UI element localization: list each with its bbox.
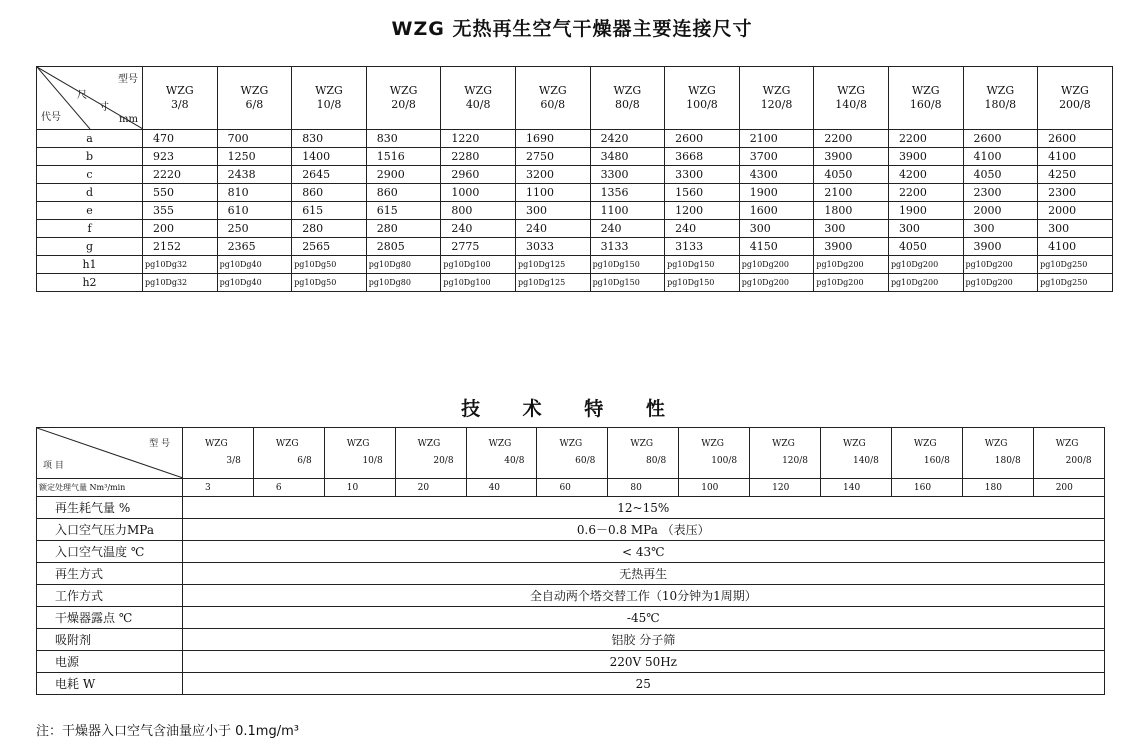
model-brand: WZG: [630, 439, 654, 449]
dimension-value-cell: 3300: [665, 166, 740, 184]
model-size: 160/8: [923, 456, 950, 466]
model-column-header: [537, 428, 608, 479]
dimension-value-cell: 3700: [739, 148, 814, 166]
dimension-value-cell: 2600: [963, 130, 1038, 148]
model-column-header: [891, 428, 962, 479]
dimension-value-cell: 2100: [739, 130, 814, 148]
dimension-value-cell: 2280: [441, 148, 516, 166]
dimension-value-cell: 2420: [590, 130, 665, 148]
dimension-value-cell: pg10Dg80: [366, 256, 441, 274]
spec-row: [37, 607, 1105, 629]
dimension-value-cell: pg10Dg200: [814, 274, 889, 292]
model-column-header: [750, 428, 821, 479]
spec-value-cell: 无热再生: [183, 563, 1105, 585]
dimension-value-cell: pg10Dg50: [292, 274, 367, 292]
dimension-value-cell: 3133: [665, 238, 740, 256]
spec-value-cell: -45℃: [183, 607, 1105, 629]
dimension-value-cell: 1600: [739, 202, 814, 220]
model-column-header: WZG 120/8: [739, 67, 814, 130]
dimension-value-cell: 3900: [814, 148, 889, 166]
model-column-header: [466, 428, 537, 479]
dimension-value-cell: 3668: [665, 148, 740, 166]
dimension-value-cell: 4050: [888, 238, 963, 256]
model-size: 120/8: [782, 456, 809, 466]
dimension-value-cell: pg10Dg200: [963, 274, 1038, 292]
dimension-value-cell: pg10Dg200: [814, 256, 889, 274]
flow-rate-value: 80: [608, 479, 679, 497]
dimension-value-cell: 2300: [1038, 184, 1113, 202]
dimension-value-cell: 2000: [1038, 202, 1113, 220]
flow-rate-value: 100: [679, 479, 750, 497]
spec-row: [37, 563, 1105, 585]
dimension-value-cell: 1000: [441, 184, 516, 202]
dimension-value-cell: 550: [143, 184, 218, 202]
dimension-value-cell: 240: [665, 220, 740, 238]
dimension-value-cell: 3033: [515, 238, 590, 256]
model-size: 6/8: [297, 456, 312, 466]
dimension-value-cell: 1560: [665, 184, 740, 202]
dimension-value-cell: pg10Dg40: [217, 274, 292, 292]
flow-rate-value: 20: [395, 479, 466, 497]
dimension-value-cell: 250: [217, 220, 292, 238]
flow-rate-value: 140: [821, 479, 892, 497]
dimension-value-cell: pg10Dg100: [441, 274, 516, 292]
dimension-value-cell: 2200: [814, 130, 889, 148]
spec-row: [37, 629, 1105, 651]
dimension-value-cell: pg10Dg150: [590, 274, 665, 292]
flow-rate-value: 3: [183, 479, 254, 497]
model-brand: WZG: [1055, 439, 1079, 449]
dimension-value-cell: 300: [739, 220, 814, 238]
dimension-value-cell: 860: [292, 184, 367, 202]
model-brand: WZG: [701, 439, 724, 449]
dimension-value-cell: 1900: [739, 184, 814, 202]
dimension-code-cell: h1: [37, 256, 143, 274]
model-column-header: WZG 140/8: [814, 67, 889, 130]
dimension-value-cell: 2900: [366, 166, 441, 184]
spec-label-cell: 电源: [37, 651, 183, 673]
model-column-header: WZG 200/8: [1038, 67, 1113, 130]
model-brand: WZG: [559, 439, 583, 449]
dimension-row: [37, 148, 1113, 166]
dimension-row: [37, 202, 1113, 220]
spec-row: [37, 651, 1105, 673]
dimension-value-cell: 610: [217, 202, 292, 220]
model-column-header: WZG 3/8: [143, 67, 218, 130]
dimensions-header-row: [37, 67, 1113, 130]
dimension-value-cell: 280: [292, 220, 367, 238]
flow-rate-value: 10: [324, 479, 395, 497]
spec-row: [37, 541, 1105, 563]
dimension-value-cell: 4100: [1038, 148, 1113, 166]
dimension-value-cell: 615: [292, 202, 367, 220]
dimension-value-cell: pg10Dg50: [292, 256, 367, 274]
dimension-value-cell: 1800: [814, 202, 889, 220]
spec-row: [37, 673, 1105, 695]
model-column-header: [608, 428, 679, 479]
model-size: 10/8: [362, 456, 383, 466]
dimension-value-cell: pg10Dg32: [143, 256, 218, 274]
spec-label-cell: 再生耗气量 %: [37, 497, 183, 519]
dimension-code-cell: a: [37, 130, 143, 148]
model-brand: WZG: [843, 439, 866, 449]
corner-unit-label: mm: [119, 114, 138, 125]
dimension-code-cell: e: [37, 202, 143, 220]
dimensions-corner-cell: [37, 67, 143, 130]
dimension-value-cell: pg10Dg100: [441, 256, 516, 274]
spec-label-cell: 入口空气温度 ℃: [37, 541, 183, 563]
dimension-value-cell: 830: [292, 130, 367, 148]
dimension-value-cell: 4050: [963, 166, 1038, 184]
model-column-header: WZG 180/8: [963, 67, 1038, 130]
dimension-row: [37, 238, 1113, 256]
specs-title: 技 术 特 性: [461, 398, 683, 420]
corner-model-label: 型 号: [149, 439, 170, 449]
model-brand: WZG: [417, 439, 441, 449]
dimension-value-cell: 4050: [814, 166, 889, 184]
model-size: 80/8: [646, 456, 667, 466]
model-size: 20/8: [433, 456, 454, 466]
dimension-value-cell: 3900: [963, 238, 1038, 256]
dimension-value-cell: 300: [888, 220, 963, 238]
model-size: 40/8: [504, 456, 525, 466]
model-column-header: [1033, 428, 1104, 479]
dimension-value-cell: 2220: [143, 166, 218, 184]
dimension-value-cell: 2565: [292, 238, 367, 256]
model-column-header: [183, 428, 254, 479]
dimension-value-cell: pg10Dg150: [665, 274, 740, 292]
dimension-value-cell: 355: [143, 202, 218, 220]
model-size: 3/8: [226, 456, 241, 466]
dimension-code-cell: c: [37, 166, 143, 184]
flow-rate-value: 40: [466, 479, 537, 497]
specs-table: [36, 427, 1105, 695]
dimension-value-cell: 3133: [590, 238, 665, 256]
model-column-header: WZG 40/8: [441, 67, 516, 130]
dimension-value-cell: 830: [366, 130, 441, 148]
model-column-header: WZG 10/8: [292, 67, 367, 130]
dimension-value-cell: 1200: [665, 202, 740, 220]
corner-code-label: 代号: [41, 112, 61, 123]
spec-label-cell: 再生方式: [37, 563, 183, 585]
model-size: 60/8: [575, 456, 596, 466]
spec-row: [37, 585, 1105, 607]
dimension-value-cell: 2300: [963, 184, 1038, 202]
dimension-value-cell: pg10Dg150: [590, 256, 665, 274]
spec-value-cell: 12~15%: [183, 497, 1105, 519]
dimension-value-cell: 470: [143, 130, 218, 148]
dimension-value-cell: 2960: [441, 166, 516, 184]
dimension-value-cell: 3300: [590, 166, 665, 184]
model-column-header: [324, 428, 395, 479]
dimension-value-cell: 2365: [217, 238, 292, 256]
dimension-code-cell: b: [37, 148, 143, 166]
spec-row: [37, 497, 1105, 519]
model-column-header: WZG 60/8: [515, 67, 590, 130]
dimension-value-cell: 3900: [814, 238, 889, 256]
corner-size-label: 寸: [99, 102, 109, 113]
spec-label-cell: 干燥器露点 ℃: [37, 607, 183, 629]
model-brand: WZG: [275, 439, 299, 449]
dimension-value-cell: 4100: [1038, 238, 1113, 256]
corner-model-label: 型号: [118, 74, 138, 85]
dimension-value-cell: pg10Dg150: [665, 256, 740, 274]
dimensions-table: [36, 66, 1113, 292]
dimension-value-cell: 2438: [217, 166, 292, 184]
dimension-value-cell: 300: [515, 202, 590, 220]
dimension-value-cell: 2200: [888, 184, 963, 202]
model-column-header: WZG 160/8: [888, 67, 963, 130]
dimension-value-cell: 700: [217, 130, 292, 148]
model-column-header: [821, 428, 892, 479]
dimension-value-cell: 3900: [888, 148, 963, 166]
dimension-value-cell: 4300: [739, 166, 814, 184]
model-column-header: WZG 80/8: [590, 67, 665, 130]
model-column-header: [395, 428, 466, 479]
dimension-value-cell: 300: [963, 220, 1038, 238]
dimension-value-cell: pg10Dg200: [739, 274, 814, 292]
dimension-value-cell: 1900: [888, 202, 963, 220]
dimension-value-cell: 2645: [292, 166, 367, 184]
dimension-value-cell: 800: [441, 202, 516, 220]
spec-value-cell: 全自动两个塔交替工作（10分钟为1周期）: [183, 585, 1105, 607]
dimension-value-cell: pg10Dg200: [888, 274, 963, 292]
dimension-value-cell: 2775: [441, 238, 516, 256]
model-brand: WZG: [488, 439, 512, 449]
dimension-value-cell: 2200: [888, 130, 963, 148]
dimension-value-cell: pg10Dg125: [515, 274, 590, 292]
dimension-value-cell: 2600: [1038, 130, 1113, 148]
model-size: 140/8: [852, 456, 879, 466]
specs-corner-cell: [37, 428, 183, 479]
dimension-value-cell: 923: [143, 148, 218, 166]
dimension-code-cell: f: [37, 220, 143, 238]
flow-rate-value: 6: [253, 479, 324, 497]
dimension-value-cell: 1100: [590, 202, 665, 220]
dimension-value-cell: 1100: [515, 184, 590, 202]
dimension-row: [37, 166, 1113, 184]
dimension-code-cell: g: [37, 238, 143, 256]
dimensions-title: WZG 无热再生空气干燥器主要连接尺寸: [391, 18, 753, 40]
dimension-value-cell: 2805: [366, 238, 441, 256]
dimension-value-cell: 860: [366, 184, 441, 202]
dimension-value-cell: pg10Dg250: [1038, 274, 1113, 292]
flow-rate-value: 60: [537, 479, 608, 497]
dimension-value-cell: 280: [366, 220, 441, 238]
model-brand: WZG: [205, 439, 228, 449]
flow-rate-value: 180: [962, 479, 1033, 497]
dimension-value-cell: 4200: [888, 166, 963, 184]
model-size: 200/8: [1065, 456, 1092, 466]
spec-label-cell: 吸附剂: [37, 629, 183, 651]
dimension-value-cell: pg10Dg200: [888, 256, 963, 274]
dimension-value-cell: 1400: [292, 148, 367, 166]
dimension-value-cell: 240: [441, 220, 516, 238]
dimension-value-cell: 300: [814, 220, 889, 238]
dimension-value-cell: pg10Dg200: [739, 256, 814, 274]
spec-label-cell: 工作方式: [37, 585, 183, 607]
model-brand: WZG: [913, 439, 937, 449]
flow-rate-row: [37, 479, 1105, 497]
dimension-row: [37, 130, 1113, 148]
dimension-value-cell: 240: [590, 220, 665, 238]
model-column-header: [679, 428, 750, 479]
spec-value-cell: 铝胶 分子筛: [183, 629, 1105, 651]
dimension-row: [37, 256, 1113, 274]
dimension-value-cell: 4100: [963, 148, 1038, 166]
dimension-row: [37, 274, 1113, 292]
dimension-value-cell: pg10Dg32: [143, 274, 218, 292]
dimension-value-cell: 2750: [515, 148, 590, 166]
model-brand: WZG: [984, 439, 1008, 449]
dimension-value-cell: 1356: [590, 184, 665, 202]
model-brand: WZG: [772, 439, 795, 449]
model-column-header: WZG 20/8: [366, 67, 441, 130]
spec-value-cell: 25: [183, 673, 1105, 695]
model-size: 180/8: [994, 456, 1021, 466]
dimension-value-cell: 2000: [963, 202, 1038, 220]
dimension-value-cell: 300: [1038, 220, 1113, 238]
dimension-row: [37, 184, 1113, 202]
flow-rate-value: 160: [891, 479, 962, 497]
specs-header-row: [37, 428, 1105, 479]
dimension-code-cell: d: [37, 184, 143, 202]
spec-value-cell: 0.6－0.8 MPa （表压）: [183, 519, 1105, 541]
dimension-value-cell: 810: [217, 184, 292, 202]
dimension-value-cell: pg10Dg80: [366, 274, 441, 292]
model-column-header: WZG 100/8: [665, 67, 740, 130]
model-column-header: [253, 428, 324, 479]
spec-value-cell: 220V 50Hz: [183, 651, 1105, 673]
dimension-value-cell: 4150: [739, 238, 814, 256]
spec-value-cell: < 43℃: [183, 541, 1105, 563]
model-column-header: WZG 6/8: [217, 67, 292, 130]
dimension-value-cell: 615: [366, 202, 441, 220]
dimension-value-cell: 2600: [665, 130, 740, 148]
flow-rate-value: 200: [1033, 479, 1104, 497]
dimension-value-cell: pg10Dg125: [515, 256, 590, 274]
dimension-value-cell: 3200: [515, 166, 590, 184]
flow-rate-value: 120: [750, 479, 821, 497]
dimension-value-cell: pg10Dg250: [1038, 256, 1113, 274]
dimension-value-cell: 1516: [366, 148, 441, 166]
dimension-value-cell: 3480: [590, 148, 665, 166]
dimension-value-cell: 1690: [515, 130, 590, 148]
dimension-value-cell: 240: [515, 220, 590, 238]
dimension-value-cell: 200: [143, 220, 218, 238]
footnote: 注：干燥器入口空气含油量应小于 0.1mg/m³: [36, 724, 299, 739]
model-brand: WZG: [346, 439, 370, 449]
spec-row: [37, 519, 1105, 541]
model-column-header: [962, 428, 1033, 479]
dimension-value-cell: 2152: [143, 238, 218, 256]
dimension-value-cell: 2100: [814, 184, 889, 202]
dimension-value-cell: pg10Dg40: [217, 256, 292, 274]
dimension-row: [37, 220, 1113, 238]
flow-rate-label: 额定处理气量 Nm³/min: [37, 479, 183, 497]
model-size: 100/8: [711, 456, 738, 466]
dimension-value-cell: 1220: [441, 130, 516, 148]
spec-label-cell: 入口空气压力MPa: [37, 519, 183, 541]
spec-label-cell: 电耗 W: [37, 673, 183, 695]
corner-dim-label: 尺: [77, 90, 87, 101]
corner-item-label: 项 目: [43, 461, 64, 471]
dimension-code-cell: h2: [37, 274, 143, 292]
dimension-value-cell: 4250: [1038, 166, 1113, 184]
dimension-value-cell: pg10Dg200: [963, 256, 1038, 274]
dimension-value-cell: 1250: [217, 148, 292, 166]
